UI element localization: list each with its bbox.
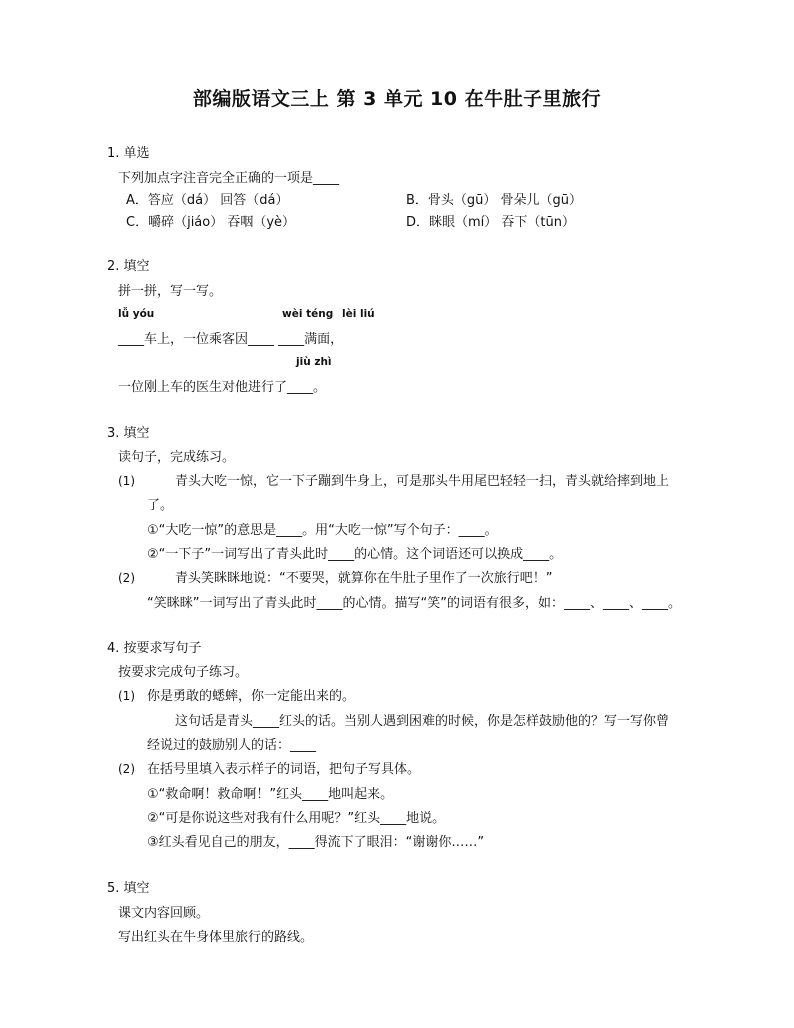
q3-header: 3. 填空 xyxy=(107,426,150,441)
q1-header: 1. 单选 xyxy=(107,146,150,161)
q1-option-b: B．骨头（gū） 骨朵儿（gū） xyxy=(406,193,583,208)
q3-item1-sentence-a: 青头大吃一惊，它一下子蹦到牛身上，可是那头牛用尾巴轻轻一扫，青头就给摔到地上 xyxy=(175,474,670,489)
q3-item2-number: (2) xyxy=(118,571,135,585)
q2-header: 2. 填空 xyxy=(107,259,150,274)
q4-item2-sub3: ③红头看见自己的朋友，____得流下了眼泪：“谢谢你……” xyxy=(147,835,485,850)
q3-item2-sentence-a: 青头笑眯眯地说：“不要哭，就算你在牛肚子里作了一次旅行吧！” xyxy=(175,571,553,586)
q2-pinyin-lvyou: lǚ yóu xyxy=(118,308,155,320)
q4-item1-prompt-a: 这句话是青头____红头的话。当别人遇到困难的时候，你是怎样鼓励他的？写一写你曾 xyxy=(175,714,670,729)
q1-stem: 下列加点字注音完全正确的一项是____ xyxy=(118,171,340,186)
q2-stem: 拼一拼，写一写。 xyxy=(118,284,223,299)
q4-stem: 按要求完成句子练习。 xyxy=(118,665,249,680)
q3-item1-sentence-b: 了。 xyxy=(147,498,174,513)
q2-pinyin-weiteng: wèi téng xyxy=(282,308,334,320)
q4-header: 4. 按要求写句子 xyxy=(107,641,202,656)
q4-item2-instruction: 在括号里填入表示样子的词语，把句子写具体。 xyxy=(147,762,421,777)
q3-item1-sub2: ②“一下子”一词写出了青头此时____的心情。这个词语还可以换成____。 xyxy=(147,547,563,562)
q2-line2: 一位刚上车的医生对他进行了____。 xyxy=(118,380,327,395)
q4-item1-sentence: 你是勇敢的蟋蟀，你一定能出来的。 xyxy=(147,689,356,704)
page-title: 部编版语文三上 第 3 单元 10 在牛肚子里旅行 xyxy=(192,88,602,110)
q4-item1-number: (1) xyxy=(118,689,135,703)
q5-header: 5. 填空 xyxy=(107,881,150,896)
q2-pinyin-jiuzhi: jiù zhì xyxy=(296,356,332,368)
q4-item2-sub1: ①“救命啊！救命啊！”红头____地叫起来。 xyxy=(147,787,394,802)
q1-option-a: A．答应（dá） 回答（dá） xyxy=(126,193,289,208)
q4-item2-number: (2) xyxy=(118,762,135,776)
q5-sentence: 写出红头在牛身体里旅行的路线。 xyxy=(118,930,314,945)
q1-option-d: D．眯眼（mí） 吞下（tūn） xyxy=(406,215,575,230)
q3-item1-sub1: ①“大吃一惊”的意思是____。用“大吃一惊”写个句子：____。 xyxy=(147,523,498,538)
q3-item2-sentence-b: “笑眯眯”一词写出了青头此时____的心情。描写“笑”的词语有很多，如：____、____、____。 xyxy=(147,596,681,611)
q4-item2-sub2: ②“可是你说这些对我有什么用呢？”红头____地说。 xyxy=(147,811,446,826)
q2-pinyin-leiliu: lèi liú xyxy=(342,308,375,320)
q3-item1-number: (1) xyxy=(118,474,135,488)
q2-line1: ____车上，一位乘客因____ ____满面， xyxy=(118,332,344,347)
q5-stem: 课文内容回顾。 xyxy=(118,906,210,921)
q4-item1-prompt-b: 经说过的鼓励别人的话：____ xyxy=(147,738,317,753)
q1-option-c: C．嚼碎（jiáo） 吞咽（yè） xyxy=(126,215,296,230)
q3-stem: 读句子，完成练习。 xyxy=(118,450,236,465)
